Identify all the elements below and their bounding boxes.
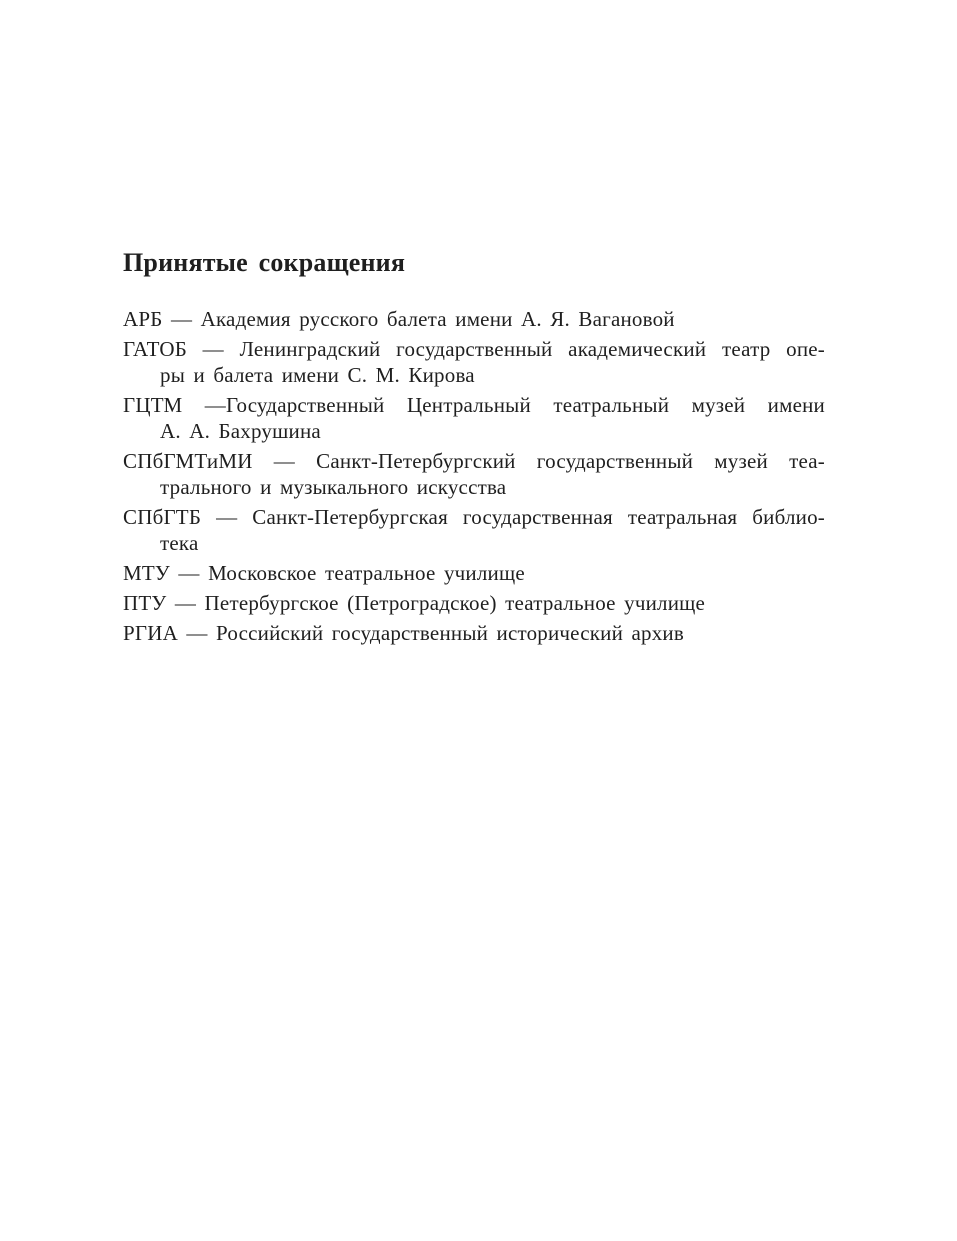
text-line: СПбГТБ — Санкт-Петербургская государственная театральная библио- [123, 505, 825, 529]
abbreviation-entry [123, 306, 825, 332]
text-line: трального и музыкального искусства [160, 475, 507, 499]
abbreviation-entry [123, 504, 825, 556]
abbreviation-entry [123, 392, 825, 444]
text-line: ПТУ — Петербургское (Петроградское) театральное училище [123, 591, 706, 615]
text-line: АРБ — Академия русского балета имени А. Я. Вагановой [123, 307, 675, 331]
text-line: ры и балета имени С. М. Кирова [160, 363, 475, 387]
abbreviation-entry [123, 620, 825, 646]
text-line: РГИА — Российский государственный исторический архив [123, 621, 684, 645]
abbreviations-list [123, 306, 825, 646]
text-line: СПбГМТиМИ — Санкт-Петербургский государственный музей теа- [123, 449, 825, 473]
text-line: МТУ — Московское театральное училище [123, 561, 525, 585]
text-line: А. А. Бахрушина [160, 419, 321, 443]
text-line: тека [160, 531, 199, 555]
text-block [123, 248, 825, 646]
abbreviation-entry [123, 336, 825, 388]
abbreviation-entry [123, 448, 825, 500]
text-line: ГАТОБ — Ленинградский государственный академический театр опе- [123, 337, 825, 361]
text-line: ГЦТМ —Государственный Центральный театральный музей имени [123, 393, 825, 417]
abbreviation-entry [123, 560, 825, 586]
section-heading: Принятые сокращения [123, 248, 406, 277]
abbreviation-entry [123, 590, 825, 616]
